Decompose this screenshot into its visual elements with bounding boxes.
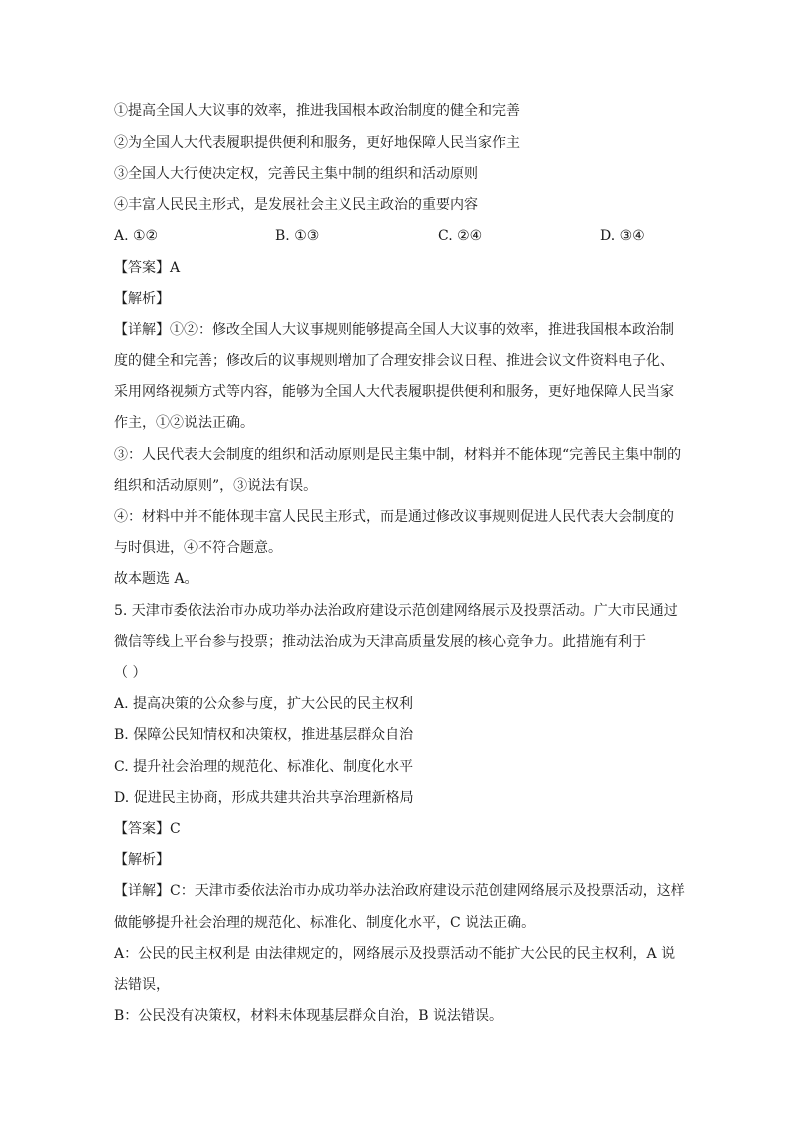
q5-detail-line: 法错误， [114, 977, 170, 993]
q4-analysis-title: 【解析】 [114, 291, 170, 307]
q4-detail-line: ③：人民代表大会制度的组织和活动原则是民主集中制，材料并不能体现“完善民主集中制的 [114, 447, 682, 463]
statement-3: ③全国人大行使决定权，完善民主集中制的组织和活动原则 [114, 166, 478, 182]
q5-option-b: B. 保障公民知情权和决策权，推进基层群众自治 [114, 727, 414, 743]
q5-detail-line: 做能够提升社会治理的规范化、标准化、制度化水平，C 说法正确。 [114, 915, 536, 931]
q5-stem-line: 5. 天津市委依法治市办成功举办法治政府建设示范创建网络展示及投票活动。广大市民通过 [114, 603, 678, 619]
q4-option-c: C. ②④ [438, 228, 483, 244]
statement-2: ②为全国人大代表履职提供便利和服务，更好地保障人民当家作主 [114, 135, 520, 151]
q5-detail-line: 【详解】C：天津市委依法治市办成功举办法治政府建设示范创建网络展示及投票活动，这样 [114, 883, 685, 899]
q4-detail-line: 组织和活动原则”，③说法有误。 [114, 478, 318, 494]
q4-conclusion: 故本题选 A。 [114, 571, 199, 587]
q4-option-d: D. ③④ [600, 228, 645, 244]
q5-detail-line: A：公民的民主权利是 由法律规定的，网络展示及投票活动不能扩大公民的民主权利，A 说 [114, 946, 676, 962]
q4-detail-line: 与时俱进，④不符合题意。 [114, 540, 282, 556]
q5-option-d: D. 促进民主协商，形成共建共治共享治理新格局 [114, 790, 414, 806]
q4-option-a: A. ①② [114, 228, 159, 244]
q5-analysis-title: 【解析】 [114, 852, 170, 868]
q4-option-b: B. ①③ [275, 228, 320, 244]
q4-detail-line: ④：材料中并不能体现丰富人民民主形式，而是通过修改议事规则促进人民代表大会制度的 [114, 509, 674, 525]
q4-detail-line: 【详解】①②：修改全国人大议事规则能够提高全国人大议事的效率，推进我国根本政治制 [114, 322, 674, 338]
statement-4: ④丰富人民民主形式，是发展社会主义民主政治的重要内容 [114, 197, 478, 213]
q5-stem-blank: （ ） [114, 665, 147, 681]
q5-answer: 【答案】C [114, 821, 181, 837]
q4-detail-line: 作主，①②说法正确。 [114, 415, 254, 431]
q5-stem-line: 微信等线上平台参与投票；推动法治成为天津高质量发展的核心竞争力。此措施有利于 [114, 634, 646, 650]
q4-detail-line: 采用网络视频方式等内容，能够为全国人大代表履职提供便利和服务，更好地保障人民当家 [114, 384, 674, 400]
q4-detail-line: 度的健全和完善；修改后的议事规则增加了合理安排会议日程、推进会议文件资料电子化、 [114, 353, 674, 369]
statement-1: ①提高全国人大议事的效率，推进我国根本政治制度的健全和完善 [114, 103, 520, 119]
q5-detail-line: B：公民没有决策权，材料未体现基层群众自治，B 说法错误。 [114, 1008, 504, 1024]
q5-option-a: A. 提高决策的公众参与度，扩大公民的民主权利 [114, 696, 414, 712]
q4-answer: 【答案】A [114, 260, 181, 276]
q5-option-c: C. 提升社会治理的规范化、标准化、制度化水平 [114, 759, 414, 775]
